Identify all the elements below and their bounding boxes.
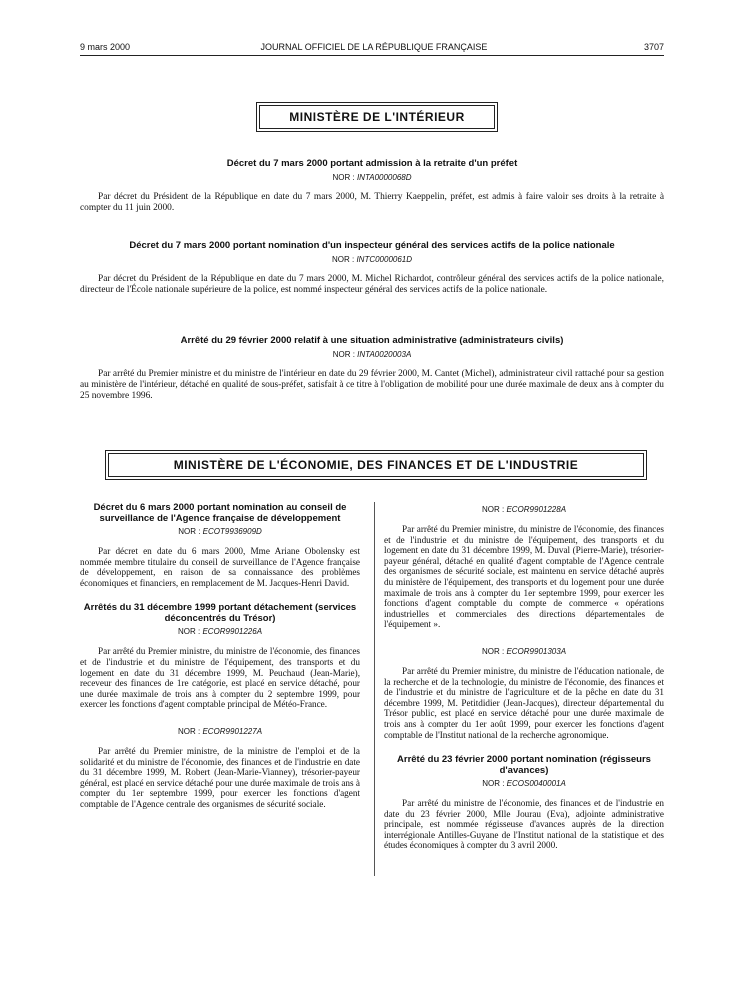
decree-text: Par arrêté du Premier ministre, du ministre de l'économie, des finances et de l'industrie et du ministre de l'équipement, des transports et du logement en date du 31 décembre 1999, M. Peuchaud (Jean-Marie), receveur des finances de 1re catégorie, est placé en service détaché, pour une durée maximale de trois ans à compter du 2 septembre 1999, pour exercer les fonctions d'agent comptable principal de Météo-France. (80, 646, 360, 710)
economie-right-item-2 (384, 647, 664, 740)
economie-right-item-3 (384, 754, 664, 851)
interieur-item-2 (80, 240, 664, 296)
decree-text: Par décret du Président de la République en date du 7 mars 2000, M. Thierry Kaeppelin, préfet, est admis à faire valoir ses droits à la retraite à compter du 11 juin 2000. (80, 192, 664, 213)
nor-reference: NOR : ECOR9901303A (481, 646, 567, 656)
decree-text: Par arrêté du ministre de l'économie, des finances et de l'industrie en date du 23 février 2000, Mlle Jourau (Eva), adjointe administrative principale, est nommée régisseuse d'avances auprès de la direction interrégionale Antilles-Guyane de l'Institut national de la statistique et des études économiques à compter du 3 avril 2000. (384, 798, 664, 851)
decree-text: Par décret en date du 6 mars 2000, Mme Ariane Obolensky est nommée membre titulaire du conseil de surveillance de l'Agence française de développement, en raison de sa connaissance des problèmes économiques et financiers, en remplacement de M. Jacques-Henri David. (80, 546, 360, 588)
section-heading-economie (105, 450, 647, 480)
decree-text: Par décret du Président de la République en date du 7 mars 2000, M. Michel Richardot, contrôleur général des services actifs de la police nationale, directeur de l'École nationale supérieure de la police, est nommé inspecteur général des services actifs de la police nationale. (80, 274, 664, 295)
economie-right-item-1 (384, 505, 664, 630)
header-journal-title: JOURNAL OFFICIEL DE LA RÉPUBLIQUE FRANÇAISE (260, 42, 488, 52)
decree-text: Par arrêté du Premier ministre et du ministre de l'intérieur en date du 29 février 2000, M. Cantet (Michel), administrateur civil rattaché pour sa gestion au ministère de l'intérieur, détaché en qualité de sous-préfet, satisfait à ce titre à l'obligation de mobilité pour une durée maximale de deux ans à compter du 25 novembre 1996. (80, 369, 664, 401)
decree-title: Arrêté du 23 février 2000 portant nomination (régisseurs d'avances) (397, 754, 651, 777)
economie-left-item-3 (80, 727, 360, 810)
column-divider (374, 502, 375, 876)
section-heading-economie-label: MINISTÈRE DE L'ÉCONOMIE, DES FINANCES ET DE L'INDUSTRIE (108, 453, 644, 477)
header-rule (80, 55, 664, 56)
decree-title: Décret du 7 mars 2000 portant admission à la retraite d'un préfet (226, 158, 518, 169)
nor-reference: NOR : INTC0000061D (331, 255, 413, 264)
header-page-number: 3707 (643, 42, 664, 52)
nor-reference: NOR : ECOS0040001A (482, 779, 566, 789)
economie-left-item-1 (80, 502, 360, 588)
decree-text: Par arrêté du Premier ministre, du ministre de l'éducation nationale, de la recherche et de la technologie, du ministre de l'économie, des finances et de l'industrie et du ministre de l'agriculture et de la pêche en date du 31 décembre 1999, M. Petitdidier (Jean-Jacques), directeur départemental du Trésor public, est placé en service détaché pour une durée maximale de trois ans à compter du 1er août 1999, pour exercer les fonctions d'agent comptable de l'Institut national de la recherche agronomique. (384, 665, 664, 740)
decree-title: Arrêtés du 31 décembre 1999 portant détachement (services déconcentrés du Trésor) (83, 602, 357, 625)
section-heading-interieur-label: MINISTÈRE DE L'INTÉRIEUR (259, 105, 495, 129)
decree-title: Décret du 6 mars 2000 portant nomination au conseil de surveillance de l'Agence française de développement (93, 502, 347, 524)
column-left (80, 502, 360, 810)
decree-title: Décret du 7 mars 2000 portant nomination d'un inspecteur général des services actifs de la police nationale (129, 240, 615, 251)
decree-text: Par arrêté du Premier ministre, de la ministre de l'emploi et de la solidarité et du ministre de l'économie, des finances et de l'industrie en date du 31 décembre 1999, M. Robert (Jean-Marie-Vianney), trésorier-payeur général, est placé en service détaché pour une durée maximale de trois ans à compter du 1er septembre 1999, pour exercer les fonctions d'agent comptable de l'Agence centrale des organismes de sécurité sociale. (80, 745, 360, 809)
nor-reference: NOR : INTA0000068D (332, 173, 412, 182)
column-right (384, 502, 664, 851)
header-date: 9 mars 2000 (80, 42, 131, 52)
nor-reference: NOR : ECOR9901226A (177, 627, 263, 637)
decree-title: Arrêté du 29 février 2000 relatif à une situation administrative (administrateurs civils) (180, 335, 564, 346)
section-heading-interieur (256, 102, 498, 132)
economie-left-item-2 (80, 602, 360, 710)
interieur-item-3 (80, 335, 664, 402)
nor-reference: NOR : ECOT9936909D (178, 527, 262, 536)
interieur-item-1 (80, 158, 664, 214)
nor-reference: NOR : ECOR9901228A (481, 505, 567, 514)
nor-reference: NOR : INTA0020003A (332, 350, 412, 359)
nor-reference: NOR : ECOR9901227A (177, 726, 263, 736)
decree-text: Par arrêté du Premier ministre, du ministre de l'économie, des finances et de l'industrie et du ministre de l'équipement, des transports et du logement en date du 31 décembre 1999, M. Duval (Pierre-Marie), trésorier-payeur général, détaché en qualité d'agent comptable de l'Agence centrale des organismes de sécurité sociale, est maintenu en service détaché auprès du ministère de l'équipement, des transports et du logement pour une durée maximale de trois ans à compter du 1er septembre 1999, pour exercer les fonctions d'agent comptable du compte de commerce « opérations industrielles et commerciales des directions départementales de l'équipement ». (384, 524, 664, 630)
